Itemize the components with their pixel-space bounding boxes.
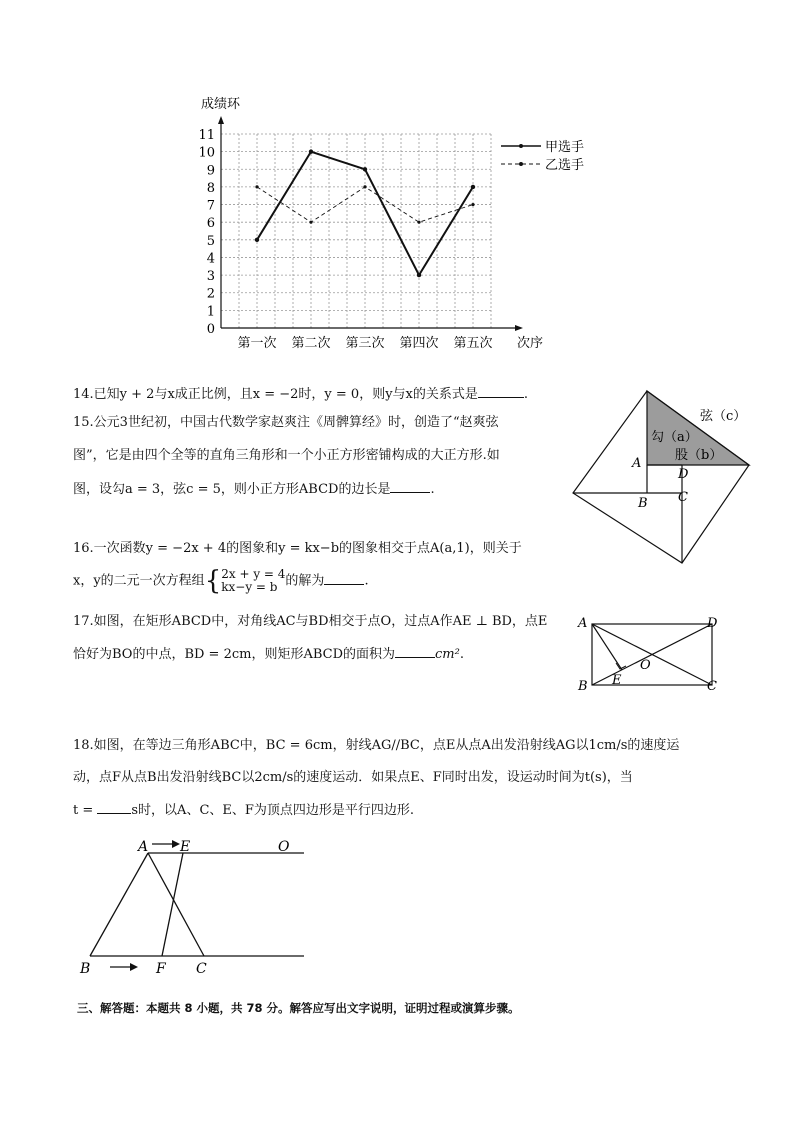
y-tick-label: 2 bbox=[206, 286, 215, 302]
question-15-line-2: 图”，它是由四个全等的直角三角形和一个小正方形密铺构成的大正方形.如 bbox=[73, 448, 500, 463]
side-ab bbox=[90, 853, 148, 956]
answer-blank-18[interactable] bbox=[97, 800, 131, 814]
y-tick-label: 8 bbox=[206, 180, 215, 196]
svg-text:E: E bbox=[180, 839, 191, 855]
question-18-line-3: t = s时，以A、C、E、F为顶点四边形是平行四边形. bbox=[73, 800, 414, 820]
answer-blank-14[interactable] bbox=[478, 384, 524, 398]
legend-label-2: 乙选手 bbox=[545, 158, 585, 173]
segment-ae bbox=[592, 624, 622, 670]
arrow-e bbox=[172, 840, 180, 848]
label-C: C bbox=[678, 490, 688, 505]
svg-text:A: A bbox=[138, 839, 149, 855]
answer-blank-17[interactable] bbox=[395, 644, 435, 658]
svg-text:B: B bbox=[578, 679, 588, 694]
rectangle-abcd-figure bbox=[572, 612, 732, 697]
legend-marker-1 bbox=[519, 144, 523, 148]
y-tick-label: 0 bbox=[206, 322, 215, 337]
svg-text:O: O bbox=[640, 658, 651, 673]
data-point-1 bbox=[471, 185, 475, 189]
svg-text:B: B bbox=[80, 961, 91, 977]
svg-text:C: C bbox=[196, 961, 207, 977]
question-18-line-2: 动，点F从点B出发沿射线BC以2cm/s的速度运动．如果点E、F同时出发，设运动时间为t(s)，当 bbox=[73, 770, 633, 785]
data-point-1 bbox=[255, 238, 259, 242]
data-point-1 bbox=[363, 167, 367, 171]
y-axis-label: 成绩环 bbox=[201, 97, 241, 112]
data-point-2 bbox=[417, 221, 420, 224]
y-tick-label: 5 bbox=[206, 233, 215, 249]
label-D: D bbox=[678, 467, 689, 482]
score-line-chart bbox=[195, 92, 605, 354]
x-axis-arrow bbox=[515, 325, 523, 331]
x-tick-label: 第四次 bbox=[399, 336, 439, 351]
question-17-line-2: 恰好为BO的中点，BD = 2cm，则矩形ABCD的面积为 cm². bbox=[73, 644, 464, 664]
question-18-line-1: 18.如图，在等边三角形ABC中，BC = 6cm，射线AG//BC，点E从点A出发沿射线AG以1cm/s的速度运 bbox=[73, 738, 680, 753]
question-16-line-2: x，y的二元一次方程组{ 2x + y = 4 kx−y = b 的解为 . bbox=[73, 566, 369, 596]
question-16-line-1: 16.一次函数y = −2x + 4的图象和y = kx−b的图象相交于点A(a,1)，则关于 bbox=[73, 541, 522, 556]
y-tick-label: 1 bbox=[206, 304, 215, 320]
data-point-2 bbox=[309, 221, 312, 224]
label-gu: 股（b） bbox=[675, 448, 723, 463]
x-tick-label: 第五次 bbox=[453, 336, 493, 351]
svg-text:F: F bbox=[156, 961, 166, 977]
y-tick-label: 11 bbox=[198, 128, 215, 143]
y-axis-arrow bbox=[218, 116, 224, 124]
y-tick-label: 3 bbox=[206, 269, 215, 285]
y-tick-label: 9 bbox=[206, 163, 215, 179]
y-tick-label: 6 bbox=[206, 216, 215, 232]
x-tick-label: 第三次 bbox=[345, 336, 385, 351]
data-point-2 bbox=[471, 203, 474, 206]
question-17-line-1: 17.如图，在矩形ABCD中，对角线AC与BD相交于点O，过点A作AE ⊥ BD，点E bbox=[73, 614, 548, 629]
x-tick-label: 第二次 bbox=[291, 336, 331, 351]
question-14: 14.已知y + 2与x成正比例，且x = −2时，y = 0，则y与x的关系式是 . bbox=[73, 384, 528, 404]
svg-text:A: A bbox=[578, 616, 588, 631]
answer-blank-16[interactable] bbox=[324, 571, 364, 585]
x-tick-label: 第一次 bbox=[237, 336, 277, 351]
label-A: A bbox=[632, 456, 642, 471]
equation-system: 2x + y = 4 kx−y = b bbox=[221, 567, 286, 594]
x-axis-label: 次序 bbox=[517, 336, 544, 351]
data-point-2 bbox=[363, 185, 366, 188]
data-point-1 bbox=[309, 149, 313, 153]
equilateral-triangle-figure bbox=[76, 833, 316, 978]
svg-text:E: E bbox=[612, 673, 622, 688]
y-tick-label: 4 bbox=[206, 251, 215, 267]
label-gou: 勾（a） bbox=[651, 430, 698, 445]
zhao-shuang-figure bbox=[565, 385, 785, 570]
svg-text:O: O bbox=[278, 839, 290, 855]
question-15-line-1: 15.公元3世纪初，中国古代数学家赵爽注《周髀算经》时，创造了“赵爽弦 bbox=[73, 415, 499, 430]
y-tick-label: 7 bbox=[206, 198, 215, 214]
segment-ef bbox=[162, 853, 183, 956]
question-15-line-3: 图，设勾a = 3，弦c = 5，则小正方形ABCD的边长是 . bbox=[73, 479, 435, 499]
svg-text:D: D bbox=[707, 616, 718, 631]
data-point-2 bbox=[255, 185, 258, 188]
svg-text:C: C bbox=[707, 679, 717, 694]
label-xian: 弦（c） bbox=[700, 409, 747, 424]
y-tick-label: 10 bbox=[198, 145, 215, 161]
section-3-heading: 三、解答题：本题共 8 小题，共 78 分。解答应写出文字说明，证明过程或演算步骤。 bbox=[77, 1001, 520, 1015]
question-14-text: 14.已知y + 2与x成正比例，且x = −2时，y = 0，则y与x的关系式是 bbox=[73, 387, 478, 402]
label-B: B bbox=[638, 496, 648, 511]
side-ac bbox=[148, 853, 204, 956]
legend-label-1: 甲选手 bbox=[545, 140, 585, 155]
legend-marker-2 bbox=[519, 162, 523, 166]
data-point-1 bbox=[417, 273, 421, 277]
answer-blank-15[interactable] bbox=[390, 479, 430, 493]
arrow-f bbox=[130, 963, 138, 971]
